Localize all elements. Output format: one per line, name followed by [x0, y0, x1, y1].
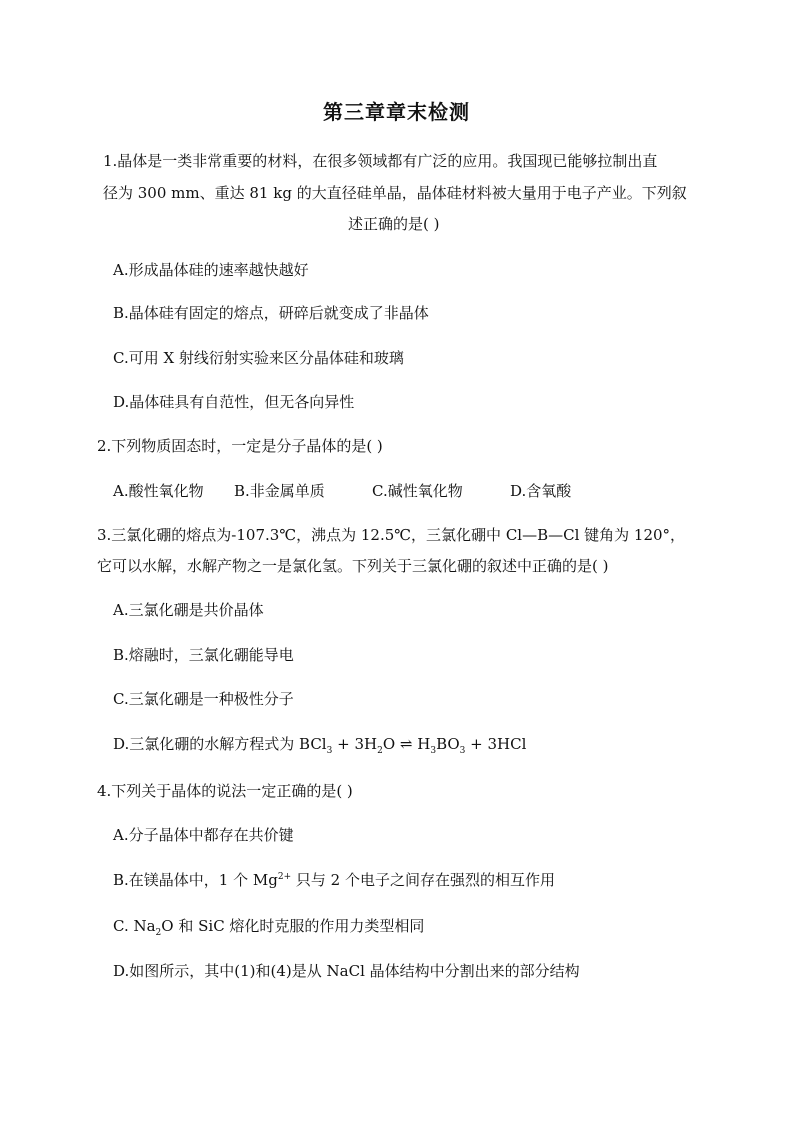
equation-bcl3: BCl	[299, 735, 327, 753]
page-title: 第三章章末检测	[323, 100, 470, 124]
equation-plus-hcl: + 3HCl	[465, 735, 527, 753]
q4-option-c	[113, 916, 424, 936]
q1-option-d: D.晶体硅具有自范性，但无各向异性	[113, 393, 355, 411]
q2-option-d: D.含氧酸	[510, 482, 572, 500]
q3-stem-line-1: 3.三氯化硼的熔点为-107.3℃，沸点为 12.5℃，三氯化硼中 Cl—B—Cl 键角为 120°，	[97, 526, 686, 544]
q2-stem: 2.下列物质固态时，一定是分子晶体的是( )	[97, 437, 383, 455]
equation-oxygen: O	[382, 735, 396, 753]
q1-stem-line-2: 径为 300 mm、重达 81 kg 的大直径硅单晶，晶体硅材料被大量用于电子产业。下列叙	[103, 184, 687, 202]
q2-option-b: B.非金属单质	[234, 482, 325, 500]
q4-option-b	[113, 870, 555, 890]
superscript-charge: 2+	[277, 872, 292, 882]
q3-option-a: A.三氯化硼是共价晶体	[113, 601, 264, 619]
q3-option-b: B.熔融时，三氯化硼能导电	[113, 646, 294, 664]
q3-option-d-prefix: D.三氯化硼的水解方程式为	[113, 735, 300, 753]
q4-option-a: A.分子晶体中都存在共价键	[113, 826, 294, 844]
equation-bo: BO	[436, 735, 460, 753]
q2-option-c: C.碱性氧化物	[372, 482, 463, 500]
subscript-2: 2	[377, 746, 383, 756]
q3-option-c: C.三氯化硼是一种极性分子	[113, 690, 294, 708]
q3-option-d	[113, 734, 526, 754]
subscript-3: 3	[326, 746, 333, 756]
q1-option-b: B.晶体硅有固定的熔点，研碎后就变成了非晶体	[113, 304, 429, 322]
q4-option-c-pre: C. Na	[113, 917, 156, 935]
q1-stem-line-1: 1.晶体是一类非常重要的材料，在很多领域都有广泛的应用。我国现已能够拉制出直	[103, 152, 658, 170]
q4-option-c-post: O 和 SiC 熔化时克服的作用力类型相同	[161, 917, 425, 935]
q4-option-b-pre: B.在镁晶体中，1 个 Mg	[113, 871, 278, 889]
q1-option-c: C.可用 X 射线衍射实验来区分晶体硅和玻璃	[113, 349, 404, 367]
q1-stem-line-3: 述正确的是( )	[348, 215, 440, 233]
q2-option-a: A.酸性氧化物	[113, 482, 204, 500]
equation-plus-water: + 3H	[332, 735, 378, 753]
q3-stem-line-2: 它可以水解，水解产物之一是氯化氢。下列关于三氯化硼的叙述中正确的是( )	[97, 557, 609, 575]
q4-option-b-post: 只与 2 个电子之间存在强烈的相互作用	[291, 871, 555, 889]
subscript-3b: 3	[430, 746, 437, 756]
q1-option-a: A.形成晶体硅的速率越快越好	[113, 261, 309, 279]
equation-h: H	[417, 735, 431, 753]
equilibrium-arrow: ⇌	[395, 735, 418, 753]
subscript-na2: 2	[155, 928, 162, 938]
q4-stem: 4.下列关于晶体的说法一定正确的是( )	[97, 782, 353, 800]
subscript-3c: 3	[459, 746, 466, 756]
q4-option-d: D.如图所示，其中(1)和(4)是从 NaCl 晶体结构中分割出来的部分结构	[113, 962, 580, 980]
